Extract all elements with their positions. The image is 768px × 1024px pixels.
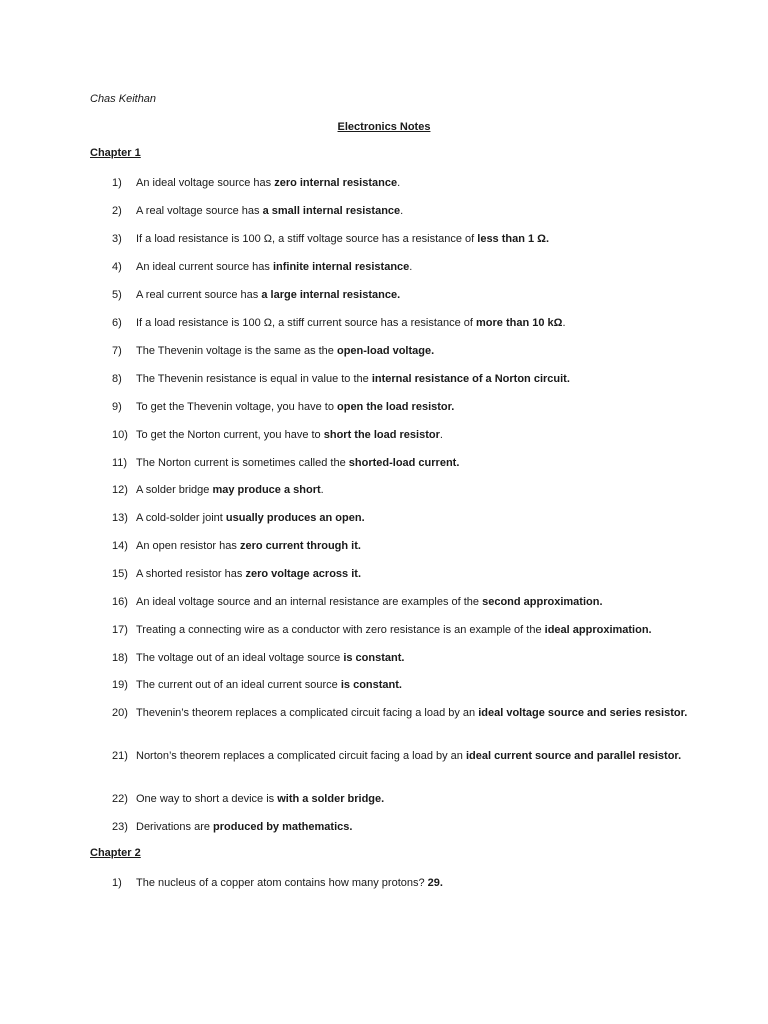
item-text-answer: ideal voltage source and series resistor. bbox=[478, 707, 688, 719]
item-number: 15) bbox=[112, 568, 128, 580]
item-text bbox=[136, 748, 696, 764]
item-number: 6) bbox=[112, 317, 122, 329]
item-text-answer: produced by mathematics. bbox=[213, 821, 353, 833]
item-number: 4) bbox=[112, 261, 122, 273]
item-text-plain: The Thevenin resistance is equal in value to the bbox=[136, 373, 372, 385]
item-number: 12) bbox=[112, 484, 128, 496]
item-text bbox=[136, 399, 696, 415]
item-text bbox=[136, 371, 696, 387]
item-text-plain: An ideal voltage source has bbox=[136, 177, 275, 189]
item-text-plain: To get the Thevenin voltage, you have to bbox=[136, 401, 337, 413]
item-text-plain: If a load resistance is 100 Ω, a stiff voltage source has a resistance of bbox=[136, 233, 478, 245]
item-text-suffix: . bbox=[320, 484, 324, 496]
item-text-answer: may produce a short bbox=[212, 484, 321, 496]
item-number: 10) bbox=[112, 429, 128, 441]
item-number: 21) bbox=[112, 750, 128, 762]
document-title: Electronics Notes bbox=[337, 121, 431, 133]
item-text-plain: A real current source has bbox=[136, 289, 262, 301]
item-number: 5) bbox=[112, 289, 122, 301]
item-text bbox=[136, 427, 696, 443]
item-text bbox=[136, 287, 696, 303]
item-text-answer: zero current through it. bbox=[239, 540, 361, 552]
item-number: 23) bbox=[112, 821, 128, 833]
item-text-answer: is constant. bbox=[340, 679, 402, 691]
item-number: 14) bbox=[112, 540, 128, 552]
item-number: 2) bbox=[112, 205, 122, 217]
item-text bbox=[136, 594, 696, 610]
item-text-plain: The voltage out of an ideal voltage source bbox=[136, 652, 344, 664]
item-text-plain: The Thevenin voltage is the same as the bbox=[136, 345, 337, 357]
item-text bbox=[136, 819, 696, 835]
item-number: 22) bbox=[112, 793, 128, 805]
item-text-suffix: . bbox=[400, 205, 404, 217]
item-text-answer: a large internal resistance. bbox=[261, 289, 401, 301]
item-text-answer: shorted-load current. bbox=[348, 457, 460, 469]
item-text bbox=[136, 343, 696, 359]
item-number: 9) bbox=[112, 401, 122, 413]
item-text bbox=[136, 175, 696, 191]
item-text-answer: infinite internal resistance bbox=[272, 261, 410, 273]
item-text-plain: An ideal current source has bbox=[136, 261, 273, 273]
item-number: 8) bbox=[112, 373, 122, 385]
item-text bbox=[136, 315, 696, 331]
item-text-answer: zero internal resistance bbox=[274, 177, 398, 189]
item-text-suffix: . bbox=[562, 317, 566, 329]
item-number: 1) bbox=[112, 177, 122, 189]
item-number: 17) bbox=[112, 624, 128, 636]
item-text-answer: ideal approximation. bbox=[544, 624, 652, 636]
item-text bbox=[136, 231, 696, 247]
item-number: 11) bbox=[112, 457, 128, 469]
chapter-1-heading: Chapter 1 bbox=[90, 147, 141, 159]
item-text bbox=[136, 203, 696, 219]
item-text-answer: open the load resistor. bbox=[337, 401, 455, 413]
item-text bbox=[136, 566, 696, 582]
item-number: 3) bbox=[112, 233, 122, 245]
item-text-answer: more than 10 kΩ bbox=[476, 317, 563, 329]
item-text bbox=[136, 259, 696, 275]
item-text-plain: One way to short a device is bbox=[136, 793, 278, 805]
item-text-plain: A cold-solder joint bbox=[136, 512, 226, 524]
item-text bbox=[136, 455, 696, 471]
item-text bbox=[136, 650, 696, 666]
item-text-plain: Norton’s theorem replaces a complicated circuit facing a load by an bbox=[136, 750, 466, 762]
item-text-suffix: . bbox=[397, 177, 401, 189]
item-text-plain: The Norton current is sometimes called the bbox=[136, 457, 349, 469]
item-text-answer: 29. bbox=[427, 877, 443, 889]
item-text bbox=[136, 510, 696, 526]
item-text-answer: usually produces an open. bbox=[225, 512, 365, 524]
item-number: 19) bbox=[112, 679, 128, 691]
author-name: Chas Keithan bbox=[90, 93, 157, 105]
item-text bbox=[136, 875, 696, 891]
item-text-plain: A solder bridge bbox=[136, 484, 213, 496]
item-text-answer: open-load voltage. bbox=[336, 345, 435, 357]
item-text-answer: with a solder bridge. bbox=[277, 793, 385, 805]
item-text bbox=[136, 622, 696, 638]
item-text-suffix: . bbox=[409, 261, 413, 273]
item-text-answer: internal resistance of a Norton circuit. bbox=[371, 373, 570, 385]
item-text-answer: zero voltage across it. bbox=[245, 568, 361, 580]
item-number: 13) bbox=[112, 512, 128, 524]
item-text bbox=[136, 538, 696, 554]
item-text bbox=[136, 705, 696, 721]
chapter-2-heading: Chapter 2 bbox=[90, 847, 141, 859]
item-text-plain: If a load resistance is 100 Ω, a stiff current source has a resistance of bbox=[136, 317, 477, 329]
item-number: 1) bbox=[112, 877, 122, 889]
item-text-suffix: . bbox=[439, 429, 443, 441]
item-text-plain: Treating a connecting wire as a conductor with zero resistance is an example of the bbox=[136, 624, 545, 636]
item-text-plain: Derivations are bbox=[136, 821, 214, 833]
item-number: 20) bbox=[112, 707, 128, 719]
item-text-plain: An ideal voltage source and an internal resistance are examples of the bbox=[136, 596, 483, 608]
item-number: 16) bbox=[112, 596, 128, 608]
item-text-plain: A real voltage source has bbox=[136, 205, 263, 217]
item-number: 18) bbox=[112, 652, 128, 664]
item-text-answer: short the load resistor bbox=[323, 429, 440, 441]
item-text-answer: less than 1 Ω. bbox=[477, 233, 550, 245]
item-text-answer: ideal current source and parallel resistor. bbox=[465, 750, 682, 762]
item-text-plain: The nucleus of a copper atom contains how many protons? bbox=[136, 877, 428, 889]
item-text-answer: second approximation. bbox=[482, 596, 603, 608]
item-number: 7) bbox=[112, 345, 122, 357]
item-text-plain: To get the Norton current, you have to bbox=[136, 429, 324, 441]
item-text-answer: is constant. bbox=[343, 652, 405, 664]
item-text bbox=[136, 791, 696, 807]
item-text-plain: The current out of an ideal current source bbox=[136, 679, 341, 691]
item-text bbox=[136, 482, 696, 498]
item-text-plain: Thevenin’s theorem replaces a complicated circuit facing a load by an bbox=[136, 707, 479, 719]
item-text-answer: a small internal resistance bbox=[262, 205, 401, 217]
item-text-plain: A shorted resistor has bbox=[136, 568, 246, 580]
item-text bbox=[136, 677, 696, 693]
item-text-plain: An open resistor has bbox=[136, 540, 240, 552]
